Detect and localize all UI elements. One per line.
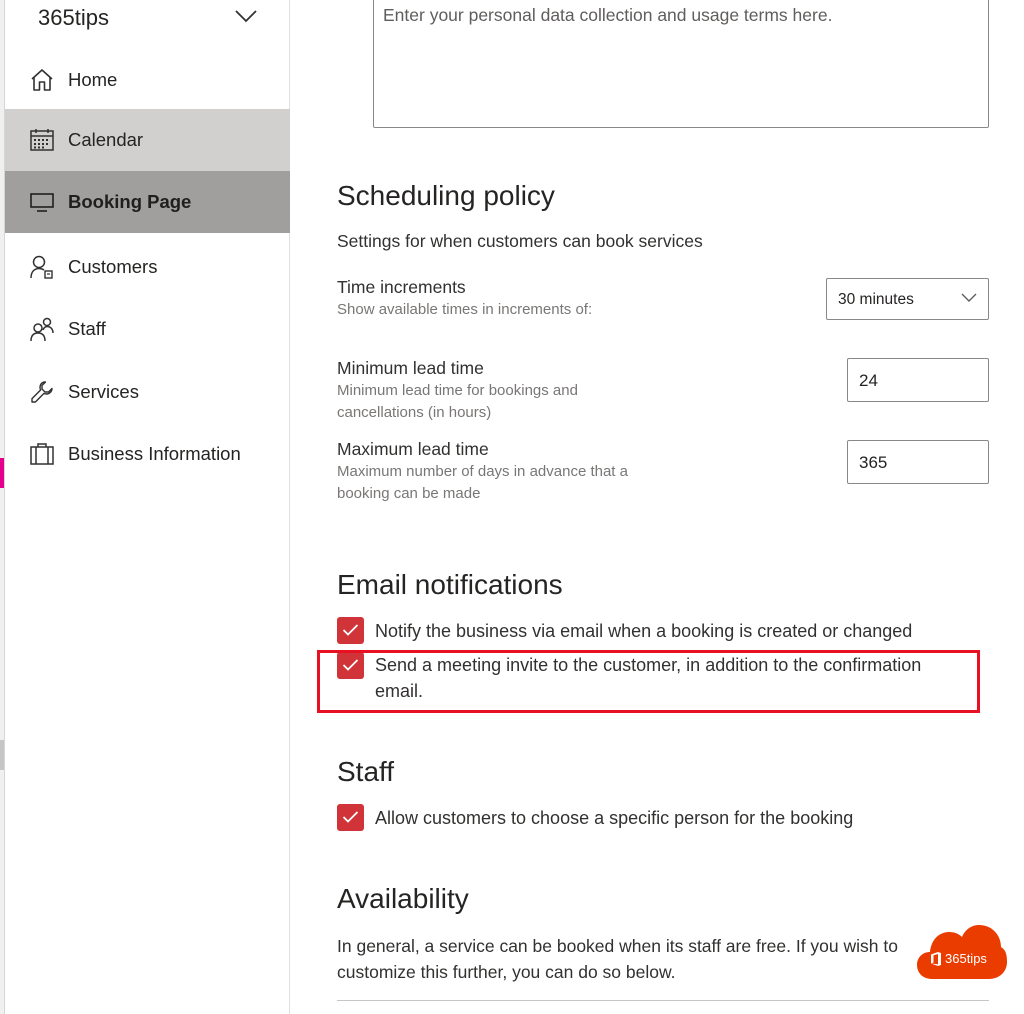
checkmark-icon [342,623,359,637]
time-increments-sublabel: Show available times in increments of: [337,301,593,318]
time-increments-label: Time increments [337,277,466,297]
time-increments-dropdown[interactable] [826,278,989,320]
briefcase-icon [29,441,55,467]
sidebar-item-booking-page[interactable] [5,171,290,233]
annotation-highlight-box [317,650,980,713]
sidebar-item-label: Home [68,69,118,90]
minimum-lead-time-label: Minimum lead time [337,358,484,378]
availability-description: In general, a service can be booked when its staff are free. If you wish to customize this further, you can do so below. [337,936,898,982]
email-notifications-heading: Email notifications [337,569,563,600]
sidebar-item-business-information[interactable] [5,423,290,485]
sidebar-item-staff[interactable] [5,298,290,360]
sidebar-item-label: Booking Page [68,191,192,212]
chevron-down-icon [960,291,978,305]
edge-accent [0,458,4,488]
meeting-invite-label: Send a meeting invite to the customer, in addition to the confirmation email. [375,655,922,701]
maximum-lead-time-input[interactable]: 365 [847,440,989,484]
sidebar-item-label: Customers [68,256,158,277]
minimum-lead-time-input[interactable]: 24 [847,358,989,402]
watermark [930,951,987,966]
sidebar-item-calendar[interactable] [5,109,290,171]
customers-icon [29,254,55,280]
sidebar-item-customers[interactable] [5,236,290,298]
notify-business-checkbox[interactable] [337,617,364,644]
choose-person-label: Allow customers to choose a specific person for the booking [375,808,854,828]
notify-business-label: Notify the business via email when a booking is created or changed [375,621,913,641]
sidebar-item-label: Staff [68,318,106,339]
choose-person-checkbox[interactable] [337,804,364,831]
section-divider [337,1000,989,1001]
scheduling-policy-description: Settings for when customers can book services [337,231,703,251]
booking-page-settings [291,0,1024,1014]
watermark-text: 365tips [945,951,987,966]
time-increments-value: 30 minutes [838,291,914,308]
scheduling-policy-heading: Scheduling policy [337,180,555,211]
wrench-icon [29,379,55,405]
notify-business-option[interactable] [337,617,912,644]
chevron-down-icon[interactable] [233,6,259,26]
staff-heading: Staff [337,756,395,787]
sidebar-item-services[interactable] [5,361,290,423]
edge-accent [0,740,4,770]
terms-textarea[interactable]: Enter your personal data collection and usage terms here. [373,0,989,128]
availability-heading: Availability [337,883,469,914]
maximum-lead-time-sublabel: Maximum number of days in advance that a booking can be made [337,463,628,502]
sidebar-item-label: Services [68,381,139,402]
monitor-icon [29,189,55,215]
calendar-icon [29,127,55,153]
sidebar-item-home[interactable] [5,49,290,111]
sidebar-item-label: Business Information [68,443,241,464]
checkmark-icon [342,810,359,824]
home-icon [29,67,55,93]
sidebar [5,0,290,1014]
staff-icon [29,316,55,342]
minimum-lead-time-sublabel: Minimum lead time for bookings and cancellations (in hours) [337,382,578,421]
office-logo-icon [930,952,942,966]
maximum-lead-time-label: Maximum lead time [337,439,489,459]
sidebar-item-label: Calendar [68,129,144,150]
business-name[interactable]: 365tips [38,5,109,30]
choose-person-option[interactable] [337,804,853,831]
